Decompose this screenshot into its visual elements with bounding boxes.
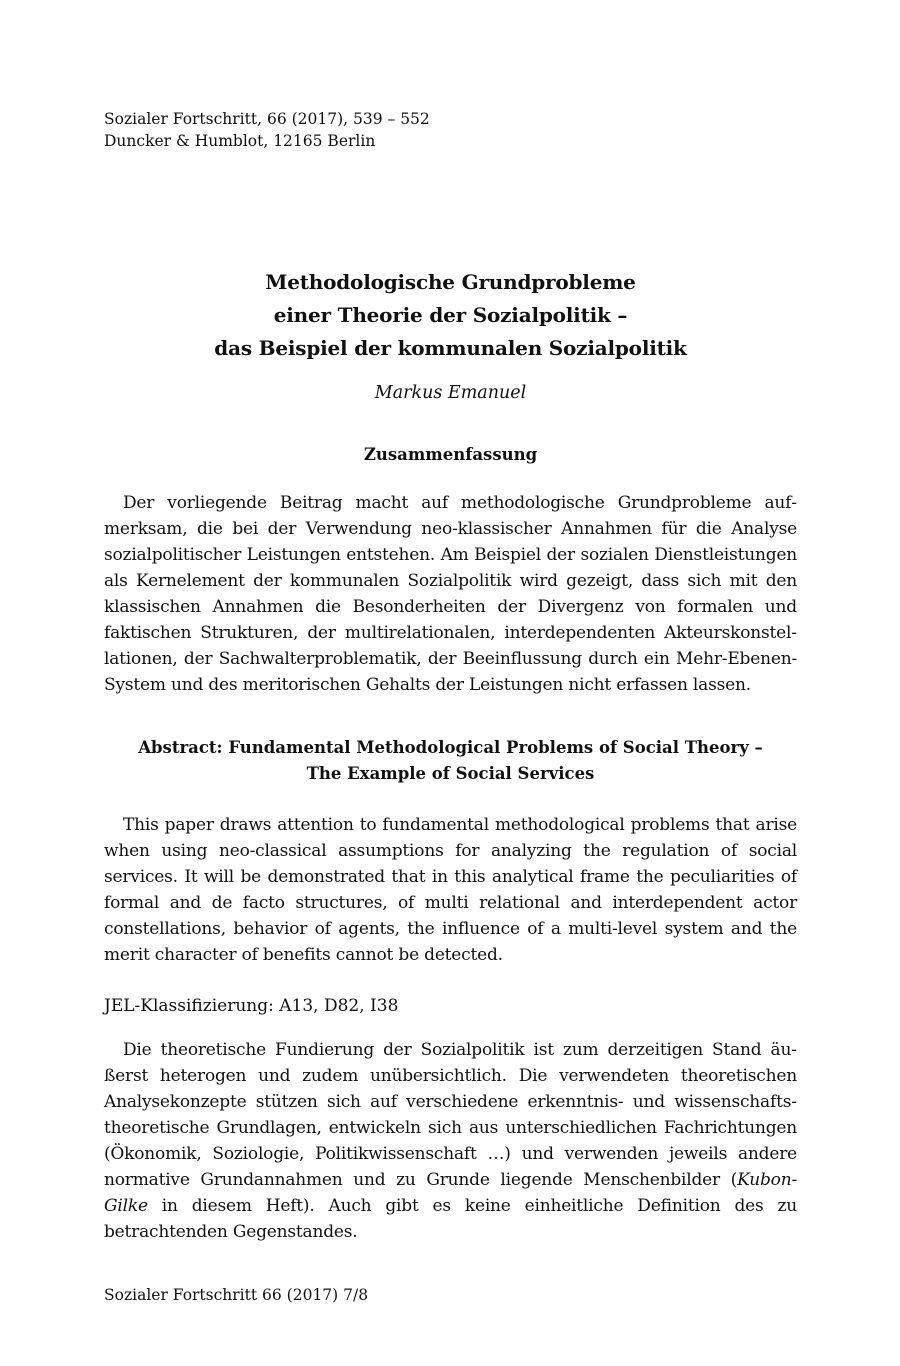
citation-author: Kubon-Gilke xyxy=(104,1170,797,1216)
page-footer: Sozialer Fortschritt 66 (2017) 7/8 xyxy=(104,1286,369,1304)
title-line-2: einer Theorie der Sozialpolitik – xyxy=(273,303,628,327)
body-paragraph xyxy=(104,1037,797,1245)
zusammenfassung-text: Der vorliegende Beitrag macht auf methodologische Grundprobleme aufmerksam, die bei der Verwendung neo-klassischer Annahmen für die Analyse sozialpolitischer Leistungen entstehen. Am Beispiel der sozialen Dienstleistungen als Kernelement der kommunalen Sozialpolitik wird gezeigt, dass sich mit den klassischen Annahmen die Besonderheiten der Divergenz von formalen und faktischen Strukturen, der multirelationalen, interdependenten Akteurskonstellationen, der Sachwalterproblematik, der Beeinflussung durch ein Mehr-Ebenen-System und des meritorischen Gehalts der Leistungen nicht erfassen lassen. xyxy=(104,493,797,695)
abstract-paragraph xyxy=(104,812,797,968)
publisher-line: Duncker & Humblot, 12165 Berlin xyxy=(104,132,376,150)
article-title xyxy=(104,266,797,365)
abstract-heading xyxy=(104,735,797,787)
body-text-part-2: in diesem Heft). Auch gibt es keine einheitliche Definition des zu betrachtenden Gegenstandes. xyxy=(104,1196,797,1242)
author-name: Markus Emanuel xyxy=(374,383,527,403)
abstract-heading-line-1: Abstract: Fundamental Methodological Problems of Social Theory – xyxy=(138,738,763,757)
zusammenfassung-heading: Zusammenfassung xyxy=(363,445,538,464)
abstract-heading-line-2: The Example of Social Services xyxy=(306,764,595,783)
journal-header xyxy=(104,108,797,152)
abstract-text: This paper draws attention to fundamental methodological problems that arise when using neo-classical assumptions for analyzing the regulation of social services. It will be demonstrated that in this analytical frame the peculiarities of formal and de facto structures, of multi relational and interdependent actor constellations, behavior of agents, the influence of a multi-level system and the merit character of benefits cannot be detected. xyxy=(104,815,797,965)
journal-citation: Sozialer Fortschritt, 66 (2017), 539 – 552 xyxy=(104,110,430,128)
body-text-part-1: Die theoretische Fundierung der Sozialpolitik ist zum derzeitigen Stand äußerst heterogen und zudem unübersichtlich. Die verwendeten theoretischen Analysekonzepte stützen sich auf verschiedene erkenntnis- und wissenschaftstheoretische Grundlagen, entwickeln sich aus unterschiedlichen Fachrichtungen (Ökonomik, Soziologie, Politikwissenschaft …) und verwenden jeweils andere normative Grundannahmen und zu Grunde liegende Menschenbilder ( xyxy=(104,1040,797,1190)
title-line-3: das Beispiel der kommunalen Sozialpolitik xyxy=(214,336,687,360)
title-line-1: Methodologische Grundprobleme xyxy=(265,270,636,294)
zusammenfassung-paragraph xyxy=(104,490,797,698)
jel-classification: JEL-Klassifizierung: A13, D82, I38 xyxy=(104,996,399,1016)
